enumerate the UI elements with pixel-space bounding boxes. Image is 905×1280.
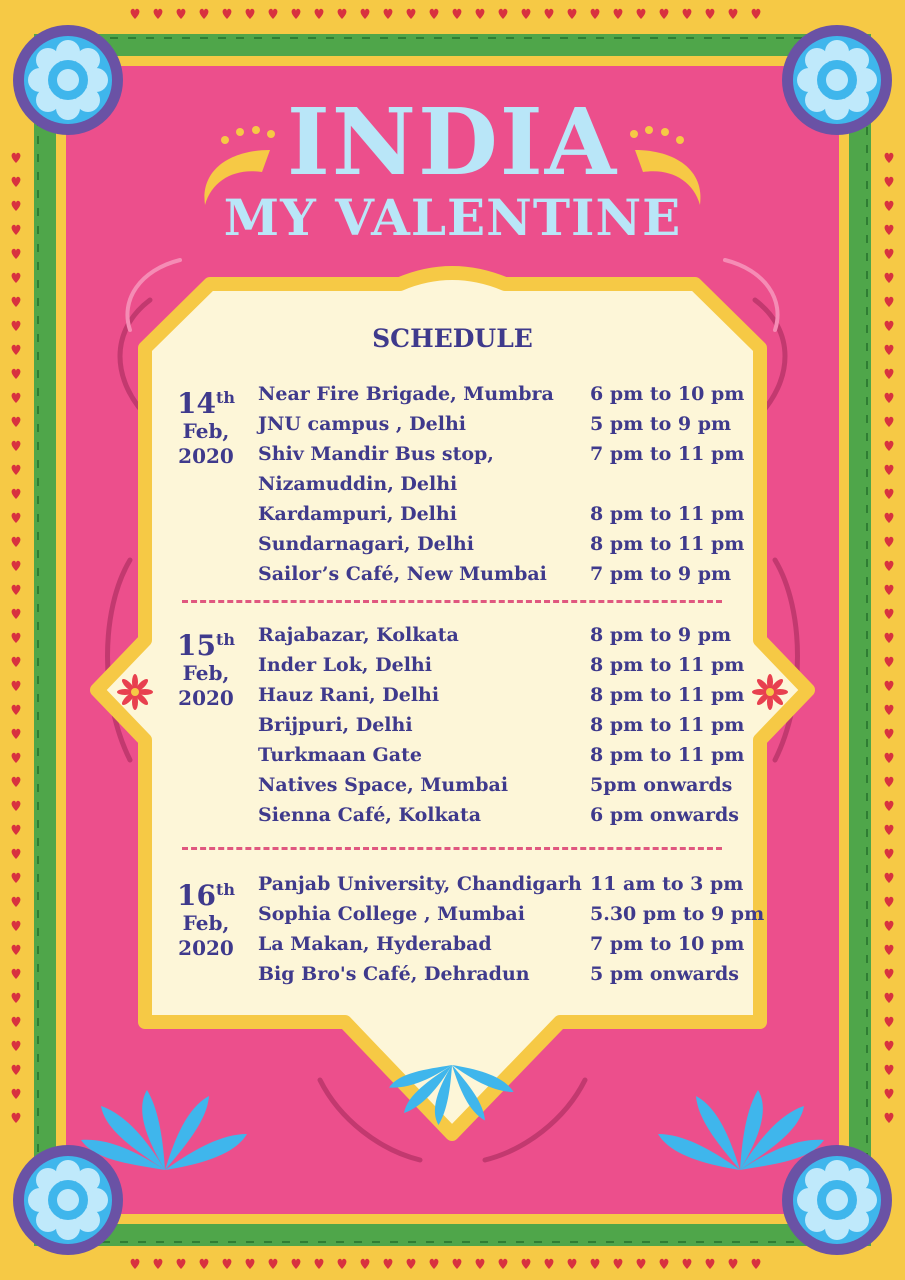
schedule-row [258,710,778,740]
time: 8 pm to 9 pm [590,624,732,646]
time: 5pm onwards [590,774,733,796]
venue: Sienna Café, Kolkata [258,804,482,826]
schedule-row [258,409,778,439]
date-month: Feb, [182,911,230,935]
venue: Panjab University, Chandigarh [258,873,582,895]
time: 5 pm to 9 pm [590,413,732,435]
time: 8 pm to 11 pm [590,684,745,706]
title-india: INDIA [286,88,619,196]
date-label-14-feb [160,383,252,469]
title-my-valentine: MY VALENTINE [223,188,682,247]
schedule-row [258,800,778,830]
schedule-row [258,529,778,559]
time: 7 pm to 11 pm [590,443,745,465]
venue: Nizamuddin, Delhi [258,473,458,495]
dashed-divider [182,600,722,603]
schedule-row [258,680,778,710]
schedule-row [258,469,778,499]
date-year: 2020 [178,686,234,710]
schedule-row [258,869,778,899]
time: 6 pm to 10 pm [590,383,745,405]
schedule-row [258,559,778,589]
venue: Brijpuri, Delhi [258,714,413,736]
date-year: 2020 [178,444,234,468]
time: 5.30 pm to 9 pm [590,903,765,925]
schedule-row [258,959,778,989]
venue: Sophia College , Mumbai [258,903,525,925]
venue: Kardampuri, Delhi [258,503,457,525]
schedule-row [258,620,778,650]
venue: Near Fire Brigade, Mumbra [258,383,554,405]
schedule-row [258,379,778,409]
venue: Inder Lok, Delhi [258,654,432,676]
schedule-row [258,439,778,469]
venue: Natives Space, Mumbai [258,774,509,796]
date-day-number: 16th [177,879,235,912]
time: 8 pm to 11 pm [590,714,745,736]
schedule-row [258,929,778,959]
schedule-row [258,650,778,680]
time: 8 pm to 11 pm [590,533,745,555]
venue: Turkmaan Gate [258,744,422,766]
date-day-number: 14th [177,387,235,420]
venue: Sundarnagari, Delhi [258,533,474,555]
date-month: Feb, [182,661,230,685]
schedule-list-15-feb [258,620,778,830]
schedule-heading: SCHEDULE [372,324,533,353]
schedule-row [258,499,778,529]
schedule-row [258,770,778,800]
date-day-number: 15th [177,629,235,662]
venue: Rajabazar, Kolkata [258,624,459,646]
venue: Hauz Rani, Delhi [258,684,440,706]
venue: La Makan, Hyderabad [258,933,492,955]
time: 11 am to 3 pm [590,873,744,895]
date-month: Feb, [182,419,230,443]
time: 8 pm to 11 pm [590,744,745,766]
schedule-row [258,740,778,770]
time: 7 pm to 10 pm [590,933,745,955]
time: 8 pm to 11 pm [590,654,745,676]
venue: Sailor’s Café, New Mumbai [258,563,547,585]
date-label-16-feb [160,875,252,961]
schedule-list-16-feb [258,869,778,989]
venue: JNU campus , Delhi [258,413,466,435]
schedule-row [258,899,778,929]
time: 8 pm to 11 pm [590,503,745,525]
date-year: 2020 [178,936,234,960]
schedule-list-14-feb [258,379,778,589]
date-label-15-feb [160,625,252,711]
venue: Shiv Mandir Bus stop, [258,443,494,465]
venue: Big Bro's Café, Dehradun [258,963,530,985]
time: 5 pm onwards [590,963,739,985]
time: 7 pm to 9 pm [590,563,732,585]
time: 6 pm onwards [590,804,739,826]
dashed-divider [182,847,722,850]
